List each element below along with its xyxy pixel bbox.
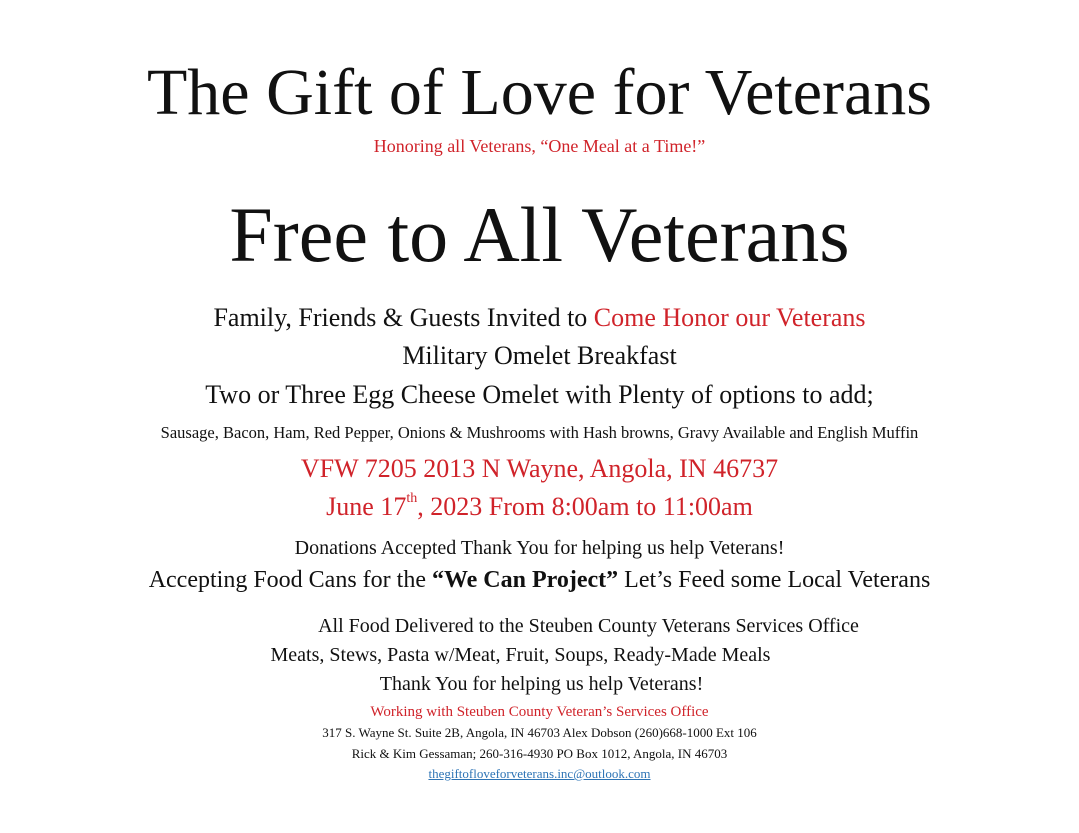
donations-line: Donations Accepted Thank You for helping us help Veterans! — [294, 537, 785, 559]
cans-project: “We Can Project” — [431, 567, 619, 593]
email-line — [0, 767, 1079, 780]
cans-line — [0, 568, 1079, 592]
date-line — [0, 491, 1079, 521]
date-prefix: June 17 — [326, 492, 407, 521]
working-with-line: Working with Steuben County Veteran’s Services Office — [370, 704, 709, 720]
email-link[interactable]: thegiftofloveforveterans.inc@outlook.com — [428, 766, 651, 781]
date-rest: , 2023 From 8:00am to 11:00am — [417, 492, 753, 521]
date-suffix: th — [406, 491, 418, 506]
flyer-title: The Gift of Love for Veterans — [146, 56, 932, 129]
cans-suffix: Let’s Feed some Local Veterans — [618, 567, 931, 593]
thanks-line: Thank You for helping us help Veterans! — [379, 673, 704, 695]
invite-line — [0, 305, 1079, 331]
cans-prefix: Accepting Food Cans for the — [148, 567, 432, 593]
invite-highlight: Come Honor our Veterans — [593, 303, 866, 332]
headline: Free to All Veterans — [229, 191, 850, 278]
breakfast-line: Military Omelet Breakfast — [402, 341, 677, 370]
options-line: Sausage, Bacon, Ham, Red Pepper, Onions & Mushrooms with Hash browns, Gravy Available and English Muffin — [160, 423, 919, 442]
omelet-line: Two or Three Egg Cheese Omelet with Plenty of options to add; — [205, 380, 874, 409]
location-line: VFW 7205 2013 N Wayne, Angola, IN 46737 — [300, 454, 779, 483]
invite-prefix: Family, Friends & Guests Invited to — [213, 303, 594, 332]
address-line: 317 S. Wayne St. Suite 2B, Angola, IN 46703 Alex Dobson (260)668-1000 Ext 106 — [322, 725, 757, 740]
delivered-line: All Food Delivered to the Steuben County Veterans Services Office — [318, 615, 859, 637]
flyer-subtitle: Honoring all Veterans, “One Meal at a Time!” — [373, 136, 706, 156]
meats-line: Meats, Stews, Pasta w/Meat, Fruit, Soups, Ready-Made Meals — [270, 644, 771, 666]
contact-line: Rick & Kim Gessaman; 260-316-4930 PO Box 1012, Angola, IN 46703 — [351, 746, 728, 761]
